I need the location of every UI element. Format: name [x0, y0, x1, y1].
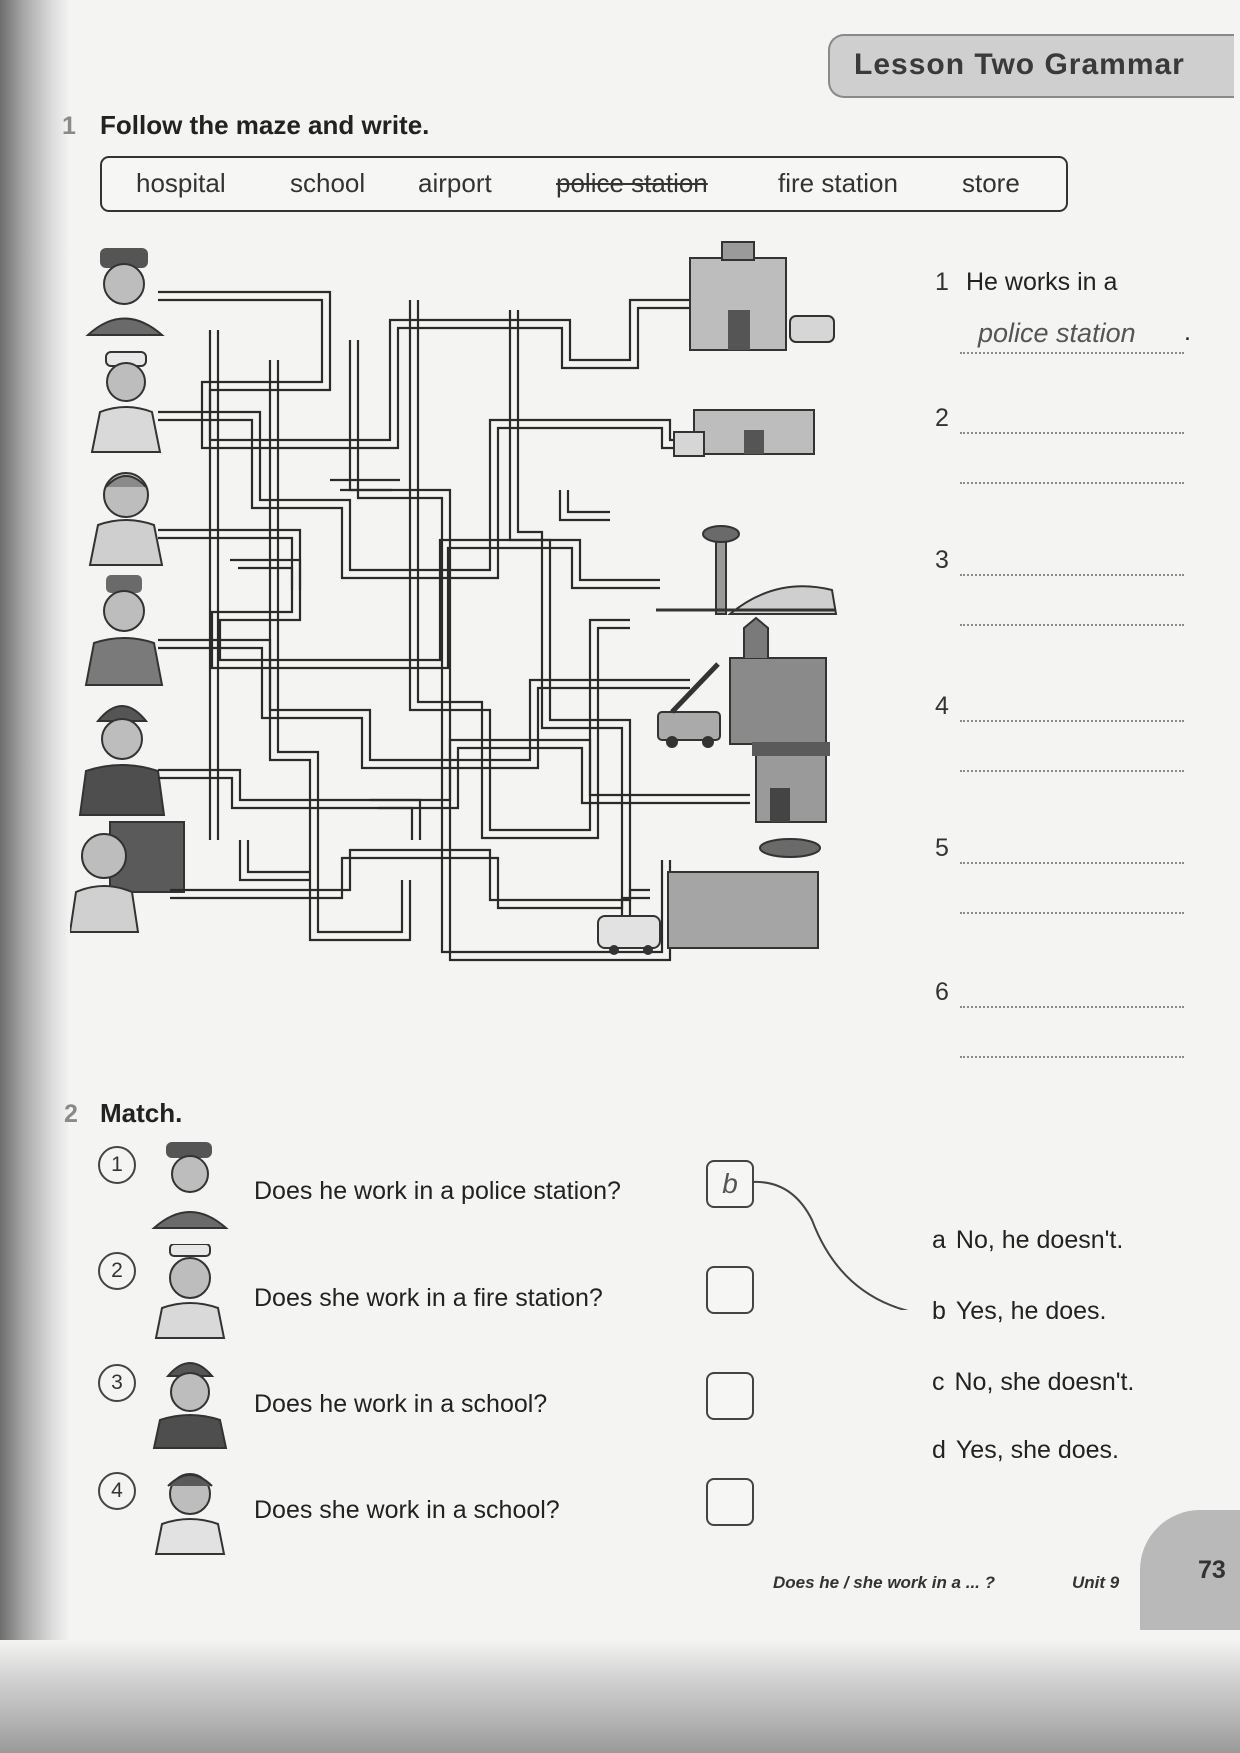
nurse-icon: [92, 352, 160, 452]
response-b-letter: b: [932, 1297, 946, 1325]
scan-bottom-edge: [0, 1640, 1240, 1753]
question-3-number: 3: [935, 546, 949, 574]
answer-line-4b[interactable]: [960, 770, 1184, 772]
question-2-number: 2: [935, 404, 949, 432]
word-bank-item: store: [962, 168, 1020, 198]
airport-icon: [656, 526, 836, 614]
response-b: [932, 1297, 1107, 1326]
response-a-text: No, he doesn't.: [955, 1226, 1124, 1254]
police-station-icon: [690, 242, 834, 350]
question-4-number: 4: [935, 692, 949, 720]
question-1-period: .: [1184, 318, 1191, 346]
exercise-2-number: 2: [64, 1100, 78, 1128]
page-number: 73: [1198, 1556, 1226, 1584]
word-bank-item: school: [290, 168, 366, 198]
match-item-2-question: Does she work in a fire station?: [254, 1284, 603, 1312]
exercise-1-number: 1: [62, 112, 76, 140]
answer-line-2b[interactable]: [960, 482, 1184, 484]
firefighter-icon: [80, 706, 164, 815]
word-bank-item: hospital: [136, 168, 226, 198]
school-icon: [674, 410, 814, 456]
fire-station-icon: [658, 618, 826, 748]
footer-unit: Unit 9: [1072, 1573, 1120, 1592]
match-item-1-question: Does he work in a police station?: [254, 1177, 621, 1205]
word-bank-item-crossed-out: police station: [556, 168, 708, 198]
teacher-icon: [70, 822, 184, 932]
pilot-icon: [90, 473, 162, 565]
match-item-2-answer-box[interactable]: [706, 1266, 754, 1314]
response-a-letter: a: [932, 1226, 946, 1254]
answer-line-3[interactable]: [960, 574, 1184, 576]
question-6-number: 6: [935, 978, 949, 1006]
match-item-1-number: 1: [98, 1146, 136, 1184]
store-icon: [752, 742, 830, 822]
response-d-text: Yes, she does.: [955, 1436, 1119, 1464]
word-bank-item: fire station: [778, 168, 898, 198]
match-item-3-question: Does he work in a school?: [254, 1390, 548, 1418]
match-item-1-answer-box[interactable]: b: [706, 1160, 754, 1208]
police-officer-icon: [150, 1140, 230, 1230]
match-item-2-number: 2: [98, 1252, 136, 1290]
exercise-1-title: Follow the maze and write.: [100, 110, 430, 140]
answer-line-2[interactable]: [960, 432, 1184, 434]
match-item-4-question: Does she work in a school?: [254, 1496, 560, 1524]
answer-line-6b[interactable]: [960, 1056, 1184, 1058]
lesson-tab-label: Lesson Two Grammar: [854, 48, 1185, 81]
response-b-text: Yes, he does.: [955, 1297, 1107, 1325]
response-c-letter: c: [932, 1368, 945, 1396]
match-item-4-answer-box[interactable]: [706, 1478, 754, 1526]
answer-line-3b[interactable]: [960, 624, 1184, 626]
answer-line-5b[interactable]: [960, 912, 1184, 914]
exercise-2-title: Match.: [100, 1098, 183, 1128]
match-connector-line: [752, 1170, 952, 1310]
lesson-tab: [828, 34, 1234, 98]
police-officer-icon: [88, 248, 162, 335]
response-a: [932, 1226, 1123, 1255]
word-bank: [100, 156, 1068, 212]
firefighter-icon: [150, 1352, 230, 1450]
question-1-prompt: He works in a: [966, 268, 1118, 296]
answer-line-5[interactable]: [960, 862, 1184, 864]
response-c: [932, 1368, 1134, 1397]
maze-paths: [158, 292, 750, 960]
page-binding-shadow: [0, 0, 70, 1753]
word-bank-item: airport: [418, 168, 492, 198]
response-d-letter: d: [932, 1436, 946, 1464]
match-item-3-number: 3: [98, 1364, 136, 1402]
response-d: [932, 1436, 1119, 1465]
teacher-icon: [150, 1460, 230, 1556]
maze-illustration: [70, 240, 930, 1070]
question-5-number: 5: [935, 834, 949, 862]
answer-line-1[interactable]: [960, 352, 1184, 354]
footer-caption: Does he / she work in a ... ?: [773, 1573, 996, 1592]
match-item-3-answer-box[interactable]: [706, 1372, 754, 1420]
nurse-icon: [150, 1244, 230, 1340]
question-1-answer[interactable]: police station: [978, 318, 1136, 348]
store-clerk-icon: [86, 575, 162, 685]
answer-line-6[interactable]: [960, 1006, 1184, 1008]
answer-line-4[interactable]: [960, 720, 1184, 722]
question-1-number: 1: [935, 268, 949, 296]
response-c-text: No, she doesn't.: [954, 1368, 1135, 1396]
match-item-4-number: 4: [98, 1472, 136, 1510]
